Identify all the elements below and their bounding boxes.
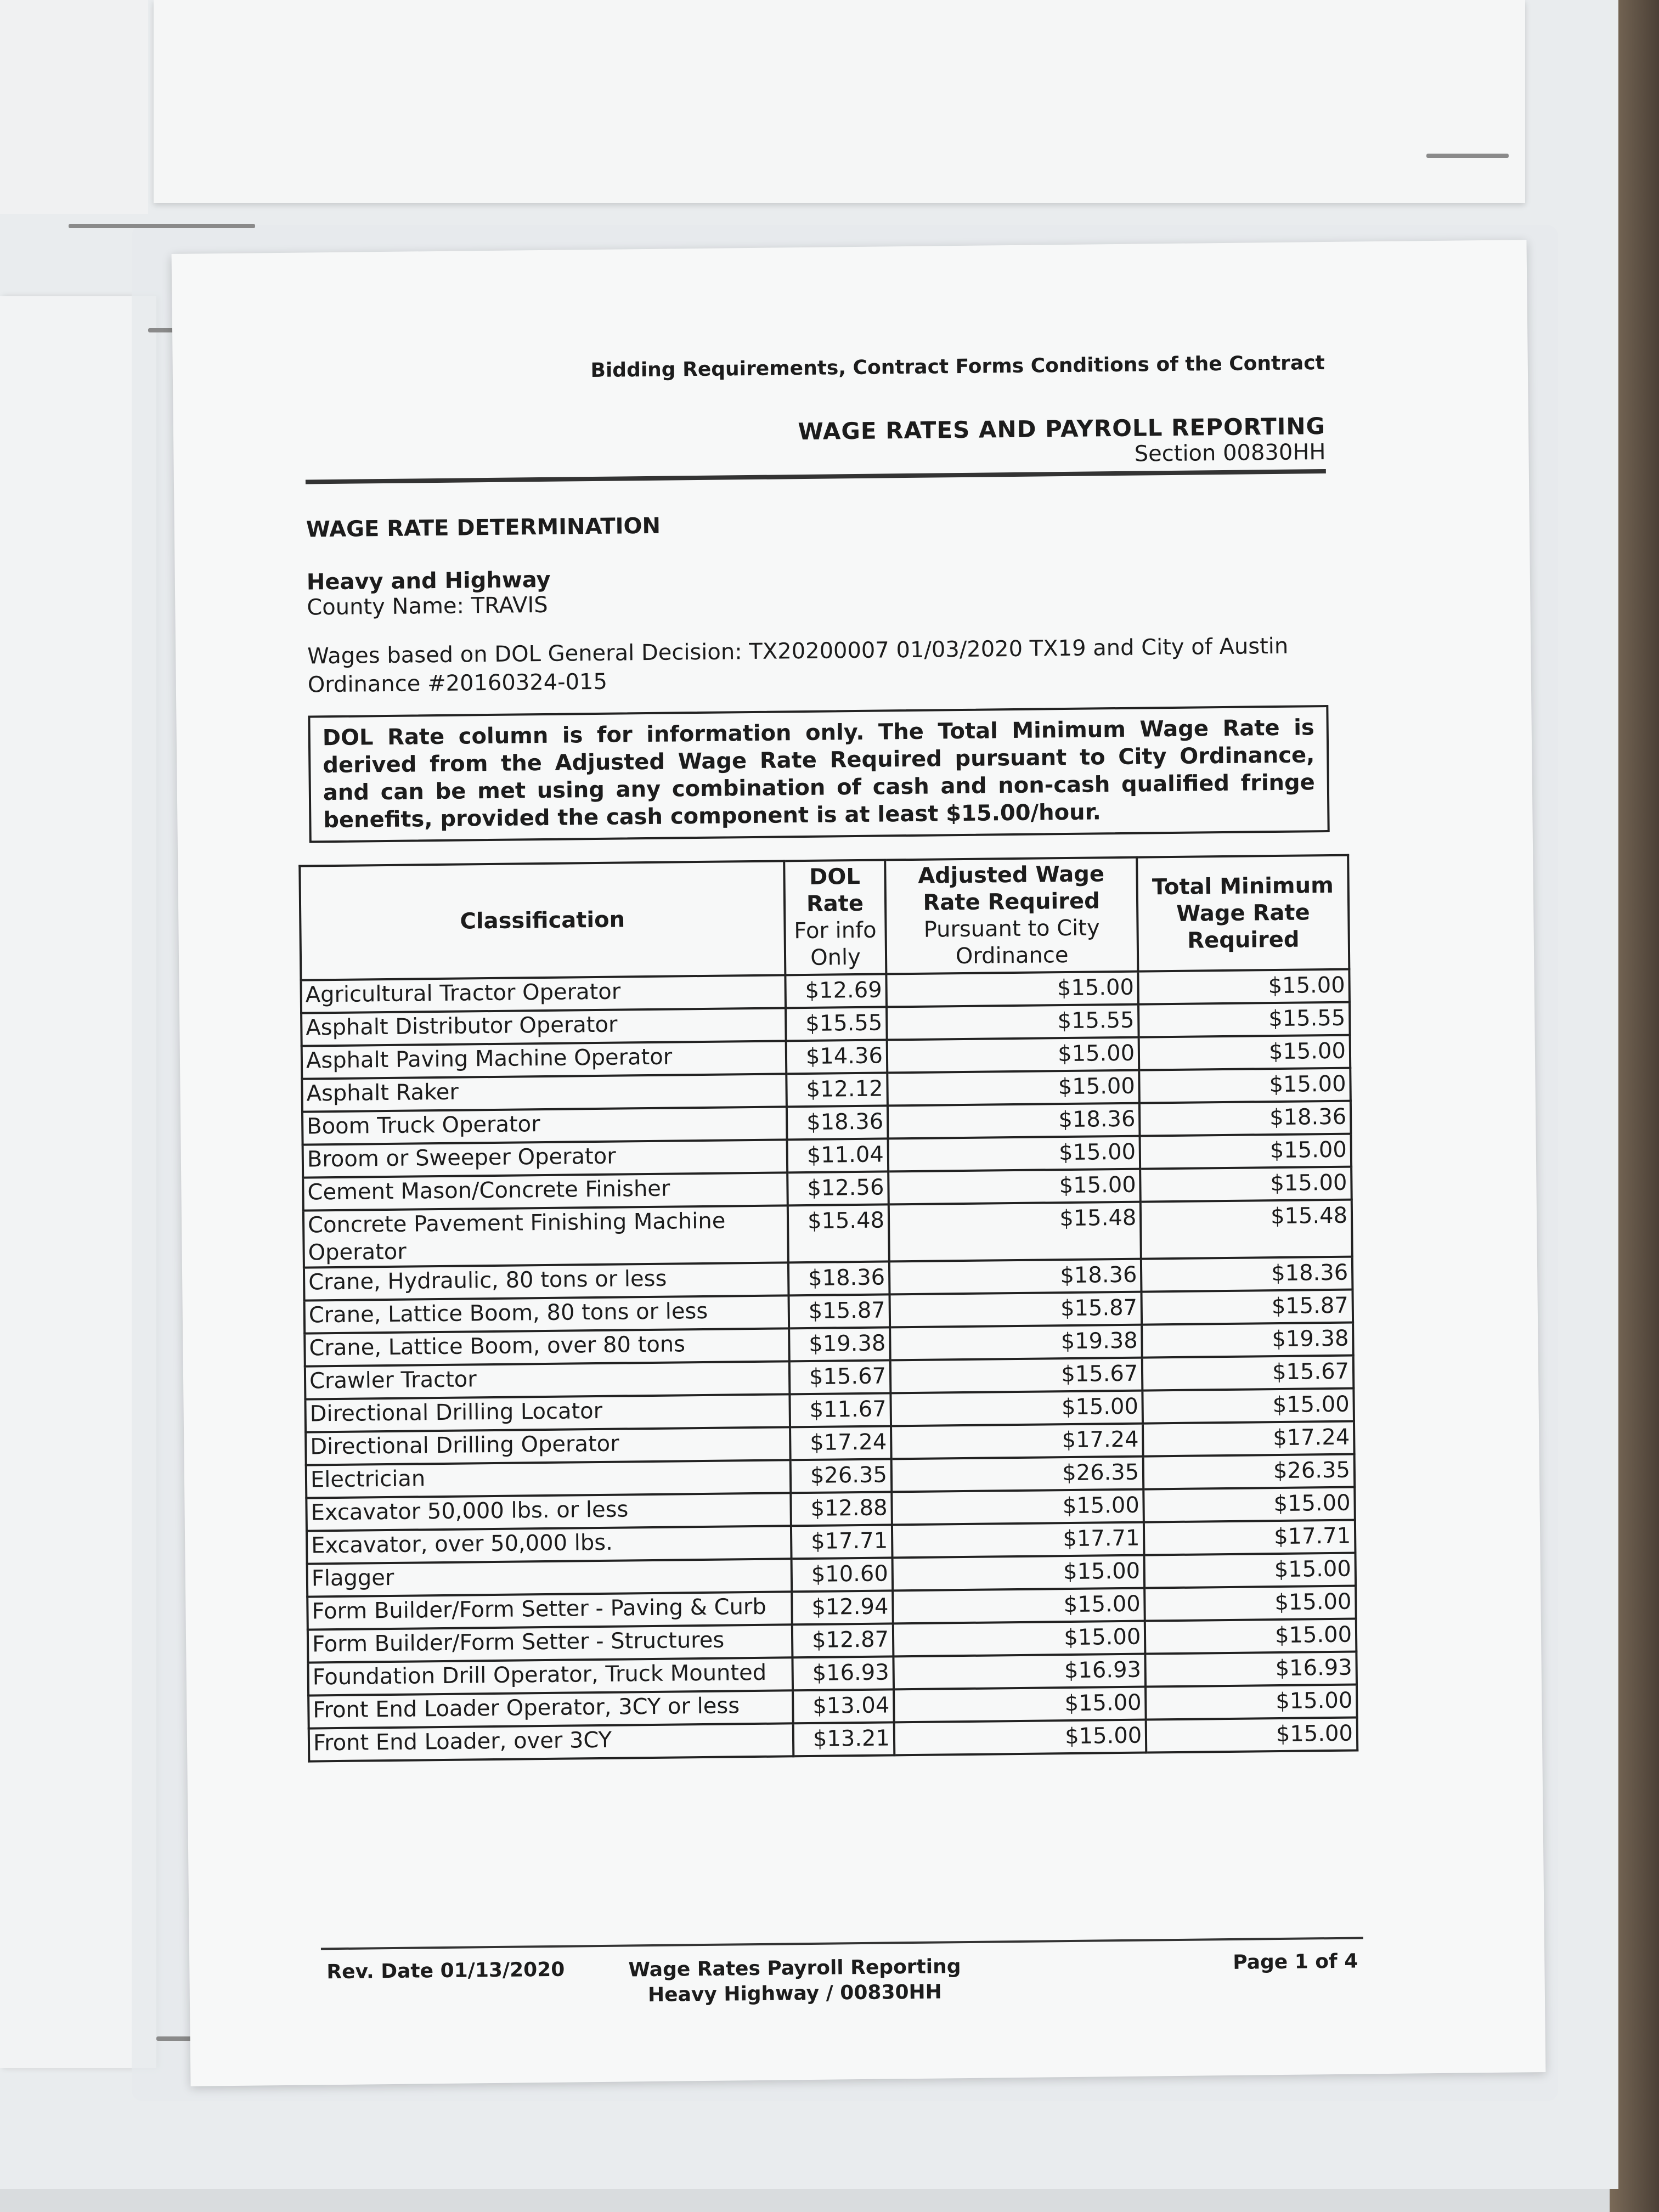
dol-rate-cell: $10.60: [791, 1558, 893, 1592]
total-rate-cell: $15.67: [1142, 1356, 1353, 1391]
total-rate-cell: $15.00: [1146, 1718, 1357, 1753]
dol-rate-cell: $26.35: [791, 1459, 892, 1493]
total-rate-cell: $15.00: [1138, 969, 1350, 1005]
adjusted-rate-cell: $15.48: [889, 1202, 1141, 1262]
total-rate-cell: $15.00: [1143, 1389, 1354, 1424]
adjusted-rate-cell: $18.36: [888, 1103, 1140, 1139]
adjusted-rate-cell: $15.00: [886, 972, 1138, 1007]
classification-cell: Directional Drilling Locator: [305, 1394, 789, 1432]
classification-cell: Crane, Hydraulic, 80 tons or less: [304, 1262, 788, 1300]
dol-rate-cell: $12.88: [791, 1492, 892, 1526]
classification-cell: Concrete Pavement Finishing Machine Operator: [303, 1205, 788, 1267]
total-rate-cell: $16.93: [1146, 1652, 1357, 1687]
adjusted-rate-cell: $15.00: [888, 1169, 1141, 1205]
classification-cell: Flagger: [307, 1559, 792, 1596]
adjusted-rate-cell: $26.35: [891, 1457, 1144, 1492]
classification-cell: Boom Truck Operator: [302, 1107, 787, 1144]
header-adjusted-rate-title: Adjusted Wage Rate Required: [917, 861, 1105, 916]
classification-cell: Broom or Sweeper Operator: [303, 1139, 787, 1177]
category-heading: Heavy and Highway: [306, 567, 551, 595]
document-content: [304, 352, 1353, 1762]
adjusted-rate-cell: $15.00: [891, 1489, 1144, 1525]
dol-rate-cell: $16.93: [792, 1656, 894, 1690]
adjusted-rate-cell: $18.36: [889, 1259, 1142, 1295]
footer-document-name: [628, 1954, 961, 2008]
dol-rate-cell: $12.56: [787, 1171, 889, 1205]
header-adjusted-rate: [885, 857, 1138, 974]
wage-rate-table: [298, 854, 1358, 1763]
header-total-rate: Total Minimum Wage Rate Required: [1137, 855, 1349, 972]
dol-rate-cell: $15.87: [788, 1294, 890, 1328]
total-rate-cell: $19.38: [1142, 1323, 1353, 1358]
table-row: [303, 1200, 1352, 1268]
classification-cell: Excavator 50,000 lbs. or less: [306, 1493, 791, 1531]
dol-rate-cell: $15.67: [789, 1360, 891, 1394]
total-rate-cell: $15.00: [1145, 1619, 1356, 1654]
wage-rate-document: [172, 240, 1546, 2086]
dol-rate-cell: $12.87: [792, 1623, 894, 1657]
total-rate-cell: $18.36: [1139, 1101, 1351, 1136]
classification-cell: Front End Loader Operator, 3CY or less: [308, 1690, 793, 1728]
classification-cell: Cement Mason/Concrete Finisher: [303, 1172, 787, 1210]
classification-cell: Electrician: [306, 1460, 791, 1498]
total-rate-cell: $18.36: [1141, 1257, 1352, 1292]
classification-cell: Excavator, over 50,000 lbs.: [307, 1526, 791, 1564]
document-title: WAGE RATES AND PAYROLL REPORTING: [798, 413, 1326, 445]
wage-basis-text: Wages based on DOL General Decision: TX20200007 01/03/2020 TX19 and City of Austin Ordinance #20160324-015: [307, 633, 1289, 698]
classification-cell: Asphalt Raker: [302, 1074, 786, 1111]
document-subtitle: Bidding Requirements, Contract Forms Conditions of the Contract: [590, 352, 1325, 382]
header-adjusted-rate-note: Pursuant to City Ordinance: [923, 915, 1100, 969]
staple-icon: [1426, 154, 1509, 158]
dol-rate-cell: $13.21: [793, 1722, 895, 1756]
adjusted-rate-cell: $17.71: [892, 1522, 1144, 1558]
total-rate-cell: $15.00: [1140, 1167, 1351, 1202]
dol-rate-cell: $11.67: [789, 1393, 891, 1427]
footer-line-1: Wage Rates Payroll Reporting: [628, 1955, 961, 1982]
dol-rate-cell: $13.04: [793, 1689, 894, 1723]
total-rate-cell: $15.00: [1139, 1068, 1351, 1103]
adjusted-rate-cell: $15.00: [887, 1070, 1139, 1106]
total-rate-cell: $15.00: [1146, 1685, 1357, 1720]
header-dol-rate: [784, 860, 886, 975]
classification-cell: Crawler Tractor: [305, 1361, 789, 1399]
total-rate-cell: $26.35: [1143, 1454, 1355, 1489]
total-rate-cell: $15.00: [1144, 1553, 1356, 1588]
top-left-sheet: [0, 0, 148, 214]
document-footer: [321, 1937, 1363, 2007]
header-classification: Classification: [300, 861, 785, 980]
classification-cell: Crane, Lattice Boom, over 80 tons: [304, 1328, 789, 1366]
total-rate-cell: $15.00: [1140, 1134, 1351, 1169]
adjusted-rate-cell: $15.55: [887, 1005, 1139, 1040]
total-rate-cell: $15.00: [1144, 1487, 1355, 1522]
total-rate-cell: $17.71: [1144, 1520, 1355, 1555]
dol-rate-cell: $17.24: [790, 1426, 891, 1460]
top-sheet: [154, 0, 1525, 203]
classification-cell: Asphalt Distributor Operator: [301, 1008, 786, 1046]
classification-cell: Foundation Drill Operator, Truck Mounted: [308, 1657, 792, 1695]
adjusted-rate-cell: $17.24: [891, 1424, 1143, 1459]
dol-rate-cell: $19.38: [789, 1327, 890, 1361]
adjusted-rate-cell: $15.00: [893, 1588, 1145, 1624]
staple-icon: [69, 224, 255, 228]
classification-cell: Asphalt Paving Machine Operator: [302, 1041, 786, 1079]
adjusted-rate-cell: $19.38: [890, 1325, 1142, 1361]
classification-cell: Form Builder/Form Setter - Structures: [308, 1624, 792, 1662]
footer-line-2: Heavy Highway / 00830HH: [647, 1980, 943, 2007]
adjusted-rate-cell: $15.67: [890, 1358, 1143, 1393]
adjusted-rate-cell: $15.00: [890, 1391, 1143, 1426]
adjusted-rate-cell: $15.00: [894, 1720, 1147, 1756]
dol-rate-cell: $17.71: [791, 1525, 893, 1559]
header-dol-rate-note: For info Only: [794, 917, 877, 970]
dol-rate-cell: $14.36: [786, 1040, 888, 1074]
adjusted-rate-cell: $15.00: [892, 1555, 1144, 1591]
total-rate-cell: $15.00: [1139, 1035, 1350, 1070]
classification-cell: Agricultural Tractor Operator: [301, 975, 785, 1013]
classification-cell: Crane, Lattice Boom, 80 tons or less: [304, 1295, 789, 1333]
header-dol-rate-title: DOL Rate: [806, 864, 864, 917]
adjusted-rate-cell: $16.93: [893, 1654, 1146, 1690]
total-rate-cell: $17.24: [1143, 1421, 1354, 1457]
dol-rate-cell: $15.55: [786, 1007, 887, 1041]
revision-date: Rev. Date 01/13/2020: [326, 1958, 565, 1984]
dol-rate-cell: $18.36: [787, 1105, 888, 1139]
section-heading: WAGE RATE DETERMINATION: [306, 513, 661, 543]
classification-cell: Directional Drilling Operator: [306, 1427, 790, 1465]
page-number: Page 1 of 4: [1233, 1950, 1358, 1974]
table-header-row: [300, 855, 1349, 980]
county-name: County Name: TRAVIS: [307, 592, 548, 620]
dol-notice-box: DOL Rate column is for information only. The Total Minimum Wage Rate is derived from the Adjusted Wage Rate Required pursuant to City Ordinance, and can be met using any combination of cash and non-cash qualified fringe benefits, provided the cash component is at least $15.00/hour.: [308, 705, 1329, 843]
adjusted-rate-cell: $15.00: [888, 1136, 1140, 1172]
dol-rate-cell: $12.94: [792, 1590, 893, 1624]
adjusted-rate-cell: $15.00: [894, 1687, 1146, 1723]
dol-rate-cell: $11.04: [787, 1138, 888, 1172]
dol-rate-cell: $18.36: [788, 1261, 890, 1295]
dol-rate-cell: $15.48: [788, 1204, 889, 1262]
adjusted-rate-cell: $15.00: [887, 1037, 1139, 1073]
adjusted-rate-cell: $15.00: [893, 1621, 1146, 1657]
dol-rate-cell: $12.12: [786, 1073, 888, 1107]
classification-cell: Front End Loader, over 3CY: [309, 1723, 793, 1761]
total-rate-cell: $15.87: [1142, 1290, 1353, 1325]
dol-rate-cell: $12.69: [785, 974, 887, 1008]
total-rate-cell: $15.00: [1144, 1586, 1356, 1621]
section-number: Section 00830HH: [1134, 439, 1326, 467]
classification-cell: Form Builder/Form Setter - Paving & Curb: [307, 1592, 792, 1629]
total-rate-cell: $15.48: [1141, 1200, 1352, 1259]
total-rate-cell: $15.55: [1138, 1002, 1350, 1037]
adjusted-rate-cell: $15.87: [889, 1292, 1142, 1328]
